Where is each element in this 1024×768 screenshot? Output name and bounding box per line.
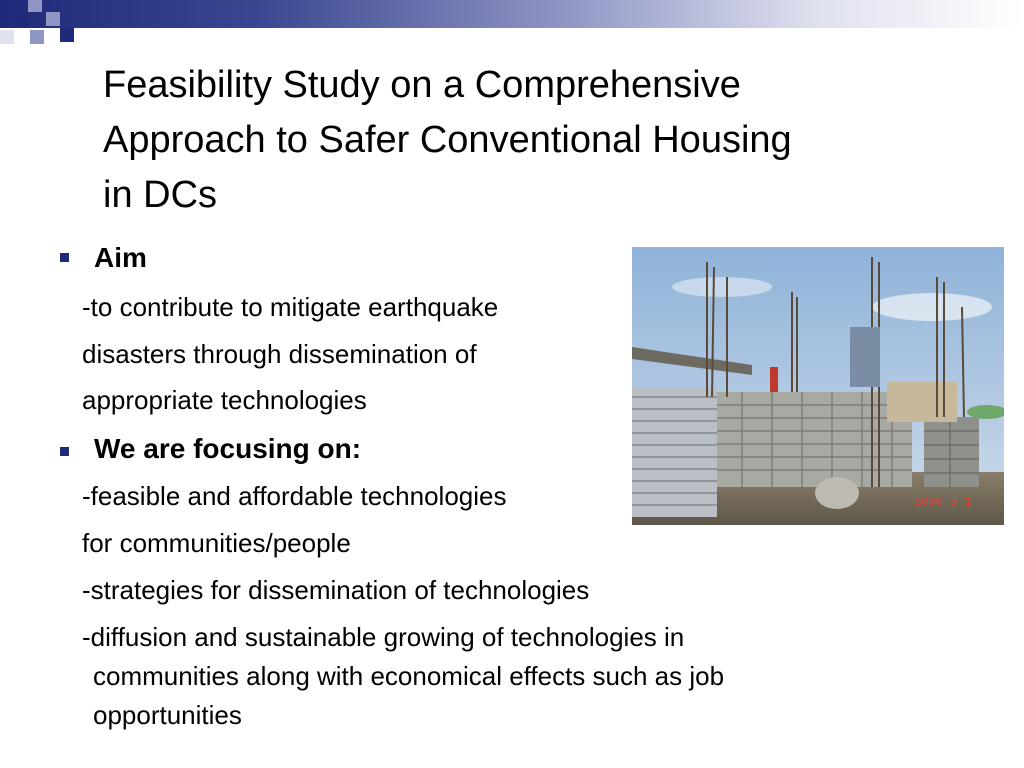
bullet-square-icon xyxy=(60,253,69,262)
bullet-heading-focus: We are focusing on: xyxy=(94,433,362,464)
title-line: in DCs xyxy=(103,174,218,216)
bullet-text-line: -to contribute to mitigate earthquake xyxy=(82,292,499,322)
bullet-text-line: opportunities xyxy=(93,700,242,730)
bullet-text-line: for communities/people xyxy=(82,528,351,558)
bullet-heading-aim: Aim xyxy=(94,242,147,273)
bullet-text-line: appropriate technologies xyxy=(82,385,367,415)
title-line: Approach to Safer Conventional Housing xyxy=(103,119,792,161)
title-line: Feasibility Study on a Comprehensive xyxy=(103,64,741,106)
construction-site-photo xyxy=(632,247,1004,525)
bullet-text-line: -diffusion and sustainable growing of technologies in xyxy=(82,622,685,652)
photo-date-stamp: 2006 5 1 xyxy=(914,495,972,509)
bullet-text-line: -feasible and affordable technologies xyxy=(82,481,507,511)
bullet-square-icon xyxy=(60,447,69,456)
bullet-text-line: communities along with economical effects such as job xyxy=(93,661,725,691)
bullet-text-line: disasters through dissemination of xyxy=(82,339,477,369)
bullet-text-line: -strategies for dissemination of technologies xyxy=(82,575,590,605)
